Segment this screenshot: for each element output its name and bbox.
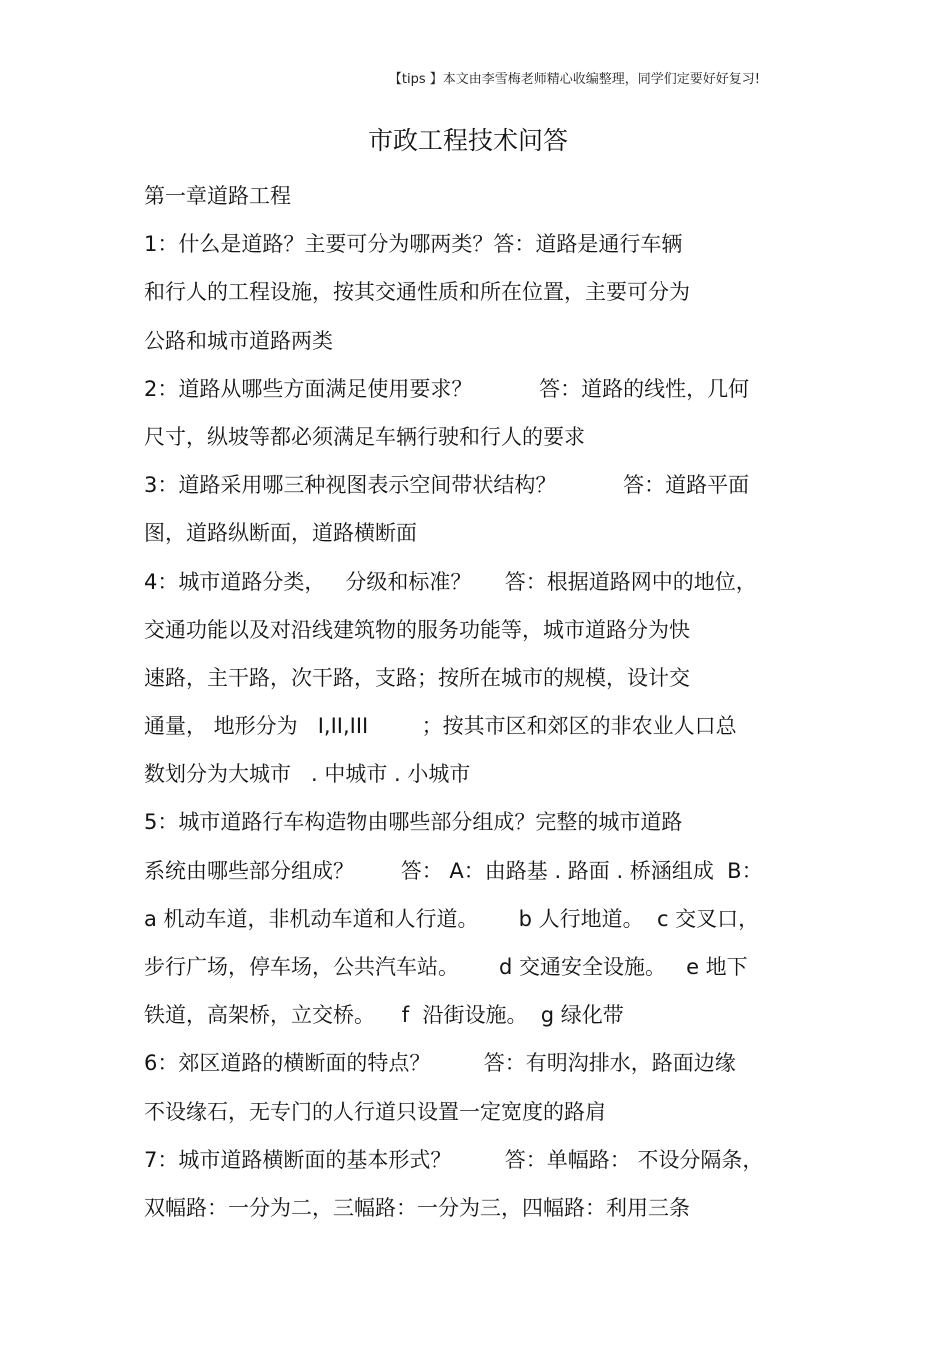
body-line: 交通功能以及对沿线建筑物的服务功能等，城市道路分为快 — [144, 617, 690, 642]
body-line: 步行广场，停车场，公共汽车站。 d 交通安全设施。 e 地下 — [144, 955, 748, 979]
body-line: 1：什么是道路？主要可分为哪两类？答：道路是通行车辆 — [144, 232, 683, 257]
body-line: 速路，主干路，次干路，支路；按所在城市的规模，设计交 — [144, 665, 690, 690]
page-title: 市政工程技术问答 — [367, 126, 568, 155]
body-line: 数划分为大城市 . 中城市 . 小城市 — [144, 762, 471, 787]
body-line: 公路和城市道路两类 — [144, 328, 333, 353]
body-line: 4：城市道路分类， 分级和标准？ 答：根据道路网中的地位， — [144, 569, 757, 594]
body-line: a 机动车道，非机动车道和人行道。 b 人行地道。 c 交叉口， — [144, 906, 760, 931]
body-line: 不设缘石，无专门的人行道只设置一定宽度的路肩 — [144, 1099, 606, 1124]
body-line: 系统由哪些部分组成？ 答： A：由路基 . 路面 . 桥涵组成 B： — [144, 858, 763, 883]
body-line: 6：郊区道路的横断面的特点？ 答：有明沟排水，路面边缘 — [144, 1051, 736, 1076]
body-line: 双幅路：一分为二，三幅路：一分为三，四幅路：利用三条 — [144, 1195, 690, 1220]
body-line: 3：道路采用哪三种视图表示空间带状结构？ 答：道路平面 — [144, 473, 750, 498]
tips-header: 【tips 】本文由李雪梅老师精心收编整理，同学们定要好好复习! — [388, 72, 760, 87]
document-body — [144, 179, 804, 1239]
body-line: 尺寸，纵坡等都必须满足车辆行驶和行人的要求 — [144, 424, 585, 449]
body-line: 铁道，高架桥，立交桥。 f 沿街设施。 g 绿化带 — [144, 1003, 624, 1028]
body-line: 7：城市道路横断面的基本形式？ 答：单幅路： 不设分隔条， — [144, 1147, 764, 1172]
body-line: 图，道路纵断面，道路横断面 — [144, 521, 417, 546]
body-line: 2：道路从哪些方面满足使用要求？ 答：道路的线性，几何 — [144, 376, 750, 401]
body-line: 通量， 地形分为 I,II,III ；按其市区和郊区的非农业人口总 — [144, 714, 737, 739]
body-line: 5：城市道路行车构造物由哪些部分组成？完整的城市道路 — [144, 810, 683, 835]
chapter-heading: 第一章道路工程 — [144, 184, 291, 208]
body-line: 和行人的工程设施，按其交通性质和所在位置，主要可分为 — [144, 280, 690, 305]
